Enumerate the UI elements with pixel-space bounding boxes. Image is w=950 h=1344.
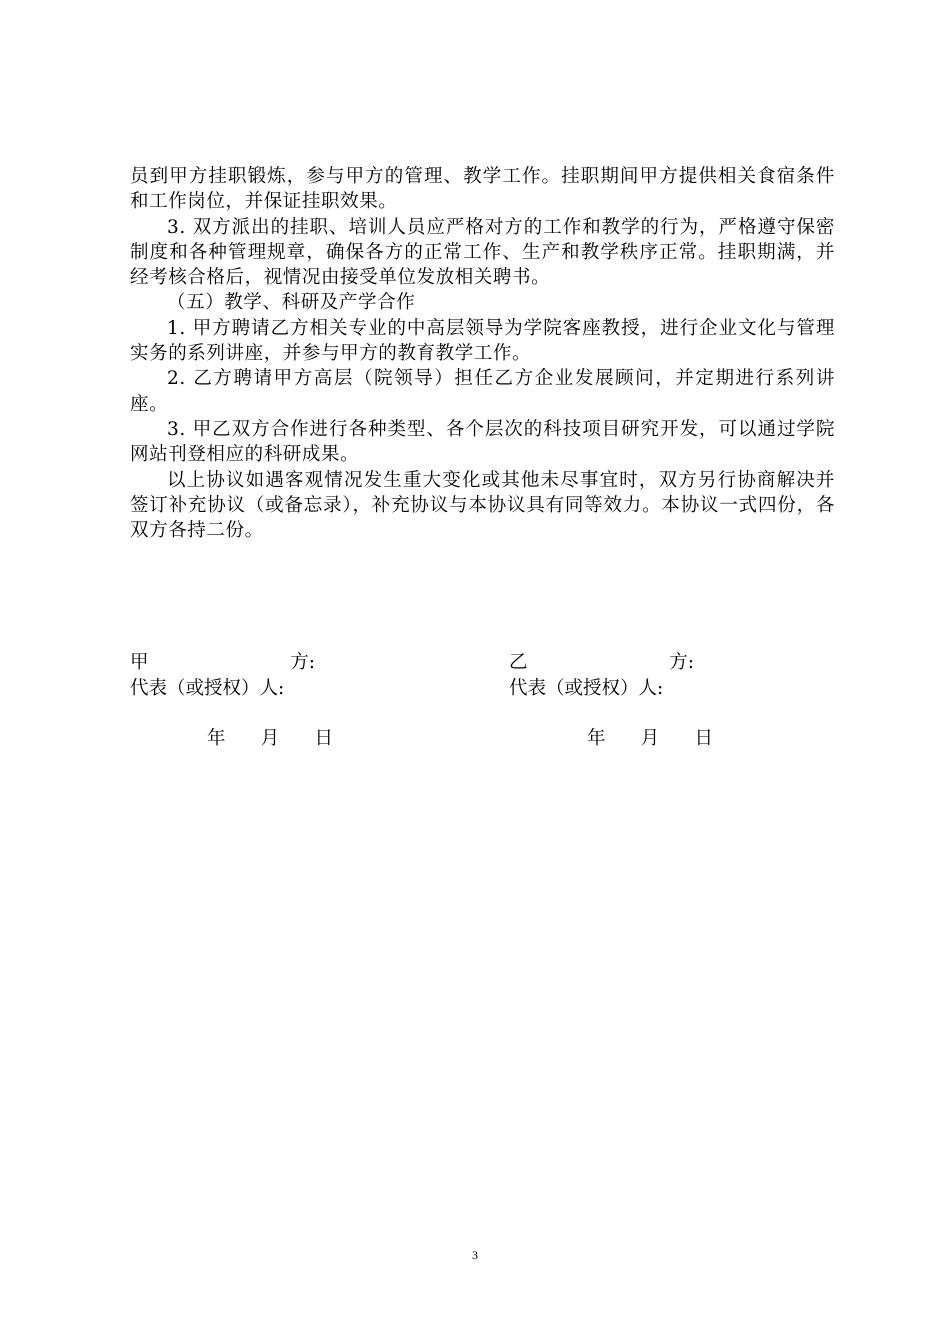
party-b-date bbox=[587, 726, 713, 751]
paragraph-item-1-guest-professor: 1. 甲方聘请乙方相关专业的中高层领导为学院客座教授，进行企业文化与管理实务的系列讲座，并参与甲方的教育教学工作。 bbox=[130, 317, 835, 365]
party-a-representative: 代表（或授权）人: bbox=[130, 678, 285, 699]
page-number: 3 bbox=[472, 1248, 478, 1262]
party-a-date-month: 月 bbox=[260, 728, 280, 749]
paragraph-continuation: 员到甲方挂职锻炼，参与甲方的管理、教学工作。挂职期间甲方提供相关食宿条件和工作岗位，并保证挂职效果。 bbox=[130, 166, 835, 213]
party-b-date-month: 月 bbox=[640, 728, 660, 749]
party-a-date bbox=[207, 726, 333, 751]
party-b-date-year: 年 bbox=[587, 728, 606, 749]
party-b-first-char: 乙 bbox=[509, 652, 528, 673]
party-a-label bbox=[130, 650, 315, 675]
paragraph-item-2-advisor: 2. 乙方聘请甲方高层（院领导）担任乙方企业发展顾问，并定期进行系列讲座。 bbox=[130, 368, 835, 415]
section-heading-five: （五）教学、科研及产学合作 bbox=[167, 292, 416, 314]
party-a-first-char: 甲 bbox=[130, 652, 149, 673]
paragraph-item-3-research: 3. 甲乙双方合作进行各种类型、各个层次的科技项目研究开发，可以通过学院网站刊登相应的科研成果。 bbox=[130, 418, 835, 466]
paragraph-closing-clause: 以上协议如遇客观情况发生重大变化或其他未尽事宜时，双方另行协商解决并签订补充协议（或备忘录），补充协议与本协议具有同等效力。本协议一式四份，各双方各持二份。 bbox=[130, 469, 835, 542]
party-b-last-char: 方: bbox=[669, 652, 694, 673]
agreement-body bbox=[130, 164, 835, 543]
party-b-label bbox=[509, 650, 694, 675]
party-b-representative: 代表（或授权）人: bbox=[509, 678, 664, 699]
party-a-date-year: 年 bbox=[207, 728, 226, 749]
party-b-date-day: 日 bbox=[694, 728, 713, 749]
party-a-date-day: 日 bbox=[314, 728, 333, 749]
party-a-last-char: 方: bbox=[290, 652, 315, 673]
paragraph-item-3-secondment: 3. 双方派出的挂职、培训人员应严格对方的工作和教学的行为，严格遵守保密制度和各种管理规章，确保各方的正常工作、生产和教学秩序正常。挂职期满，并经考核合格后，视情况由接受单位发放相关聘书。 bbox=[130, 216, 835, 289]
